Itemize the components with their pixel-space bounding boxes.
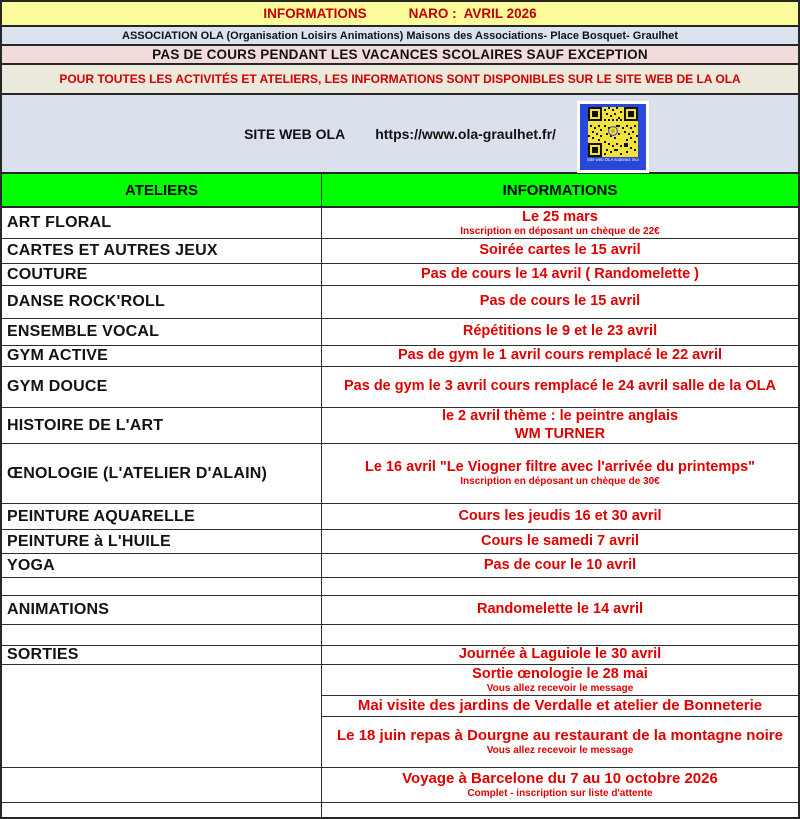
title-band bbox=[2, 2, 798, 27]
atelier-label: COUTURE bbox=[2, 264, 322, 285]
table-row bbox=[2, 646, 798, 665]
no-courses-text: PAS DE COURS PENDANT LES VACANCES SCOLAIRES SAUF EXCEPTION bbox=[152, 47, 648, 62]
table-row bbox=[2, 239, 798, 264]
column-header-band bbox=[2, 174, 798, 208]
sorties-group bbox=[2, 665, 798, 768]
table-row bbox=[2, 408, 798, 444]
info-cell: Pas de gym le 3 avril cours remplacé le 24 avril salle de la OLA bbox=[343, 378, 776, 395]
info-cell: Pas de cours le 14 avril ( Randomelette ) bbox=[420, 265, 700, 282]
column-header-informations: INFORMATIONS bbox=[502, 181, 618, 199]
site-web-band bbox=[2, 95, 798, 174]
site-web-label: SITE WEB OLA https://www.ola-graulhet.fr/ bbox=[244, 125, 556, 142]
info-cell: Pas de gym le 1 avril cours remplacé le 22 avril bbox=[397, 347, 723, 364]
column-header-ateliers: ATELIERS bbox=[2, 174, 322, 206]
atelier-label: PEINTURE AQUARELLE bbox=[2, 504, 322, 529]
website-notice-text: POUR TOUTES LES ACTIVITÉS ET ATELIERS, LES INFORMATIONS SONT DISPONIBLES SUR LE SITE WEB DE LA OLA bbox=[59, 72, 741, 86]
table-row bbox=[2, 264, 798, 286]
info-cell: Randomelette le 14 avril bbox=[476, 601, 643, 618]
table-row-empty bbox=[2, 625, 798, 646]
info-cell: Pas de cours le 15 avril bbox=[479, 293, 641, 310]
atelier-label: HISTOIRE DE L'ART bbox=[2, 408, 322, 443]
table-row bbox=[2, 444, 798, 504]
page-title: INFORMATIONS NARO : AVRIL 2026 bbox=[263, 6, 537, 21]
table-row bbox=[2, 596, 798, 625]
info-cell: Le 25 mars Inscription en déposant un chèque de 22€ bbox=[460, 208, 660, 237]
site-url: https://www.ola-graulhet.fr/ bbox=[375, 125, 556, 142]
info-cell: Pas de cour le 10 avril bbox=[483, 556, 637, 573]
atelier-label: ANIMATIONS bbox=[2, 596, 322, 624]
info-cell: le 2 avril thème : le peintre anglais WM TURNER bbox=[441, 408, 679, 442]
atelier-label: PEINTURE à L'HUILE bbox=[2, 530, 322, 553]
qr-code-icon bbox=[586, 107, 640, 157]
qr-caption: Site web OLA scannez moi bbox=[587, 158, 639, 163]
no-courses-band bbox=[2, 46, 798, 65]
table-row bbox=[2, 367, 798, 408]
info-cell: Cours le samedi 7 avril bbox=[481, 532, 639, 549]
atelier-label: CARTES ET AUTRES JEUX bbox=[2, 239, 322, 263]
atelier-label: ŒNOLOGIE (L'ATELIER D'ALAIN) bbox=[2, 444, 322, 503]
info-cell: Journée à Laguiole le 30 avril bbox=[458, 646, 662, 663]
atelier-label: SORTIES bbox=[2, 646, 322, 664]
info-cell: Cours les jeudis 16 et 30 avril bbox=[458, 507, 662, 524]
table-row-empty bbox=[2, 803, 798, 817]
atelier-label: ENSEMBLE VOCAL bbox=[2, 319, 322, 345]
table-row-empty bbox=[2, 578, 798, 596]
info-cell: Le 18 juin repas à Dourgne au restaurant de la montagne noire Vous allez recevoir le message bbox=[337, 727, 783, 756]
info-cell: Répétitions le 9 et le 23 avril bbox=[462, 323, 658, 340]
table-row bbox=[2, 530, 798, 554]
merged-empty-cell bbox=[2, 665, 322, 767]
atelier-label: DANSE ROCK'ROLL bbox=[2, 286, 322, 318]
association-text: ASSOCIATION OLA (Organisation Loisirs Animations) Maisons des Associations- Place Bosquet- Graulhet bbox=[122, 29, 678, 42]
association-band bbox=[2, 27, 798, 46]
table-row bbox=[2, 346, 798, 367]
table-row bbox=[2, 208, 798, 239]
info-cell: Mai visite des jardins de Verdalle et atelier de Bonneterie bbox=[322, 696, 798, 717]
atelier-label: YOGA bbox=[2, 554, 322, 577]
info-cell: Voyage à Barcelone du 7 au 10 octobre 2026 Complet - inscription sur liste d'attente bbox=[402, 770, 718, 800]
table-row bbox=[2, 554, 798, 578]
atelier-label: ART FLORAL bbox=[2, 208, 322, 238]
table-row bbox=[2, 286, 798, 319]
info-cell: Le 16 avril "Le Viogner filtre avec l'arrivée du printemps" Inscription en déposant un chèque de 30€ bbox=[364, 459, 756, 488]
qr-code-widget bbox=[577, 101, 649, 173]
table-row bbox=[2, 319, 798, 346]
table-row bbox=[2, 504, 798, 530]
website-notice-band bbox=[2, 65, 798, 95]
info-cell: Soirée cartes le 15 avril bbox=[479, 242, 641, 259]
info-cell: Sortie œnologie le 28 mai Vous allez recevoir le message bbox=[322, 665, 798, 696]
atelier-label: GYM ACTIVE bbox=[2, 346, 322, 366]
table-row bbox=[2, 768, 798, 803]
atelier-label: GYM DOUCE bbox=[2, 367, 322, 407]
